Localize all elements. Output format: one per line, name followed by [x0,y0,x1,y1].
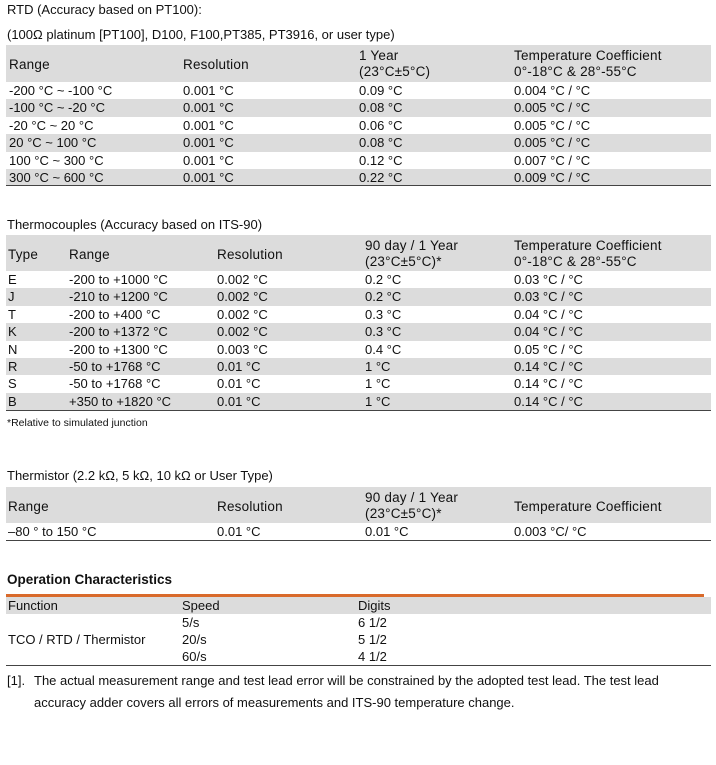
rtd-table [6,45,711,186]
tc-type-cell: J [8,289,15,305]
rtd-header-tempco: Temperature Coefficient 0°-18°C & 28°-55°C [514,48,662,79]
rtd-range-cell: 20 °C ~ 100 °C [9,135,97,151]
rtd-resolution-cell: 0.001 °C [183,83,234,98]
tc-90day-cell: 1 °C [365,393,391,409]
tc-range-cell: -50 to +1768 °C [69,358,161,374]
tc-header-resolution: Resolution [217,247,283,262]
operation-table-body [6,614,711,664]
rtd-resolution-cell: 0.001 °C [183,135,234,151]
thermistor-table-header [6,487,711,523]
tc-footnote: *Relative to simulated junction [7,417,148,429]
rtd-tempco-cell: 0.009 °C / °C [514,169,591,185]
rtd-header-1year: 1 Year (23°C±5°C) [359,48,431,79]
tc-table-body [6,271,711,410]
tc-row [6,271,711,288]
rtd-table-header [6,45,711,82]
tc-90day-cell: 0.2 °C [365,289,402,305]
operation-header-speed: Speed [182,598,220,613]
thermistor-header-resolution: Resolution [217,499,283,514]
rtd-header-range: Range [9,57,50,72]
tc-resolution-cell: 0.01 °C [217,393,261,409]
rtd-row [6,117,711,134]
tc-range-cell: -200 to +1372 °C [69,324,168,340]
operation-speed-cell: 60/s [182,649,207,664]
rtd-title: RTD (Accuracy based on PT100): [7,2,202,17]
rtd-row [6,82,711,99]
thermistor-range-cell: –80 ° to 150 °C [8,524,97,539]
tc-type-cell: K [8,324,17,340]
tc-range-cell: -200 to +1300 °C [69,341,168,357]
rtd-resolution-cell: 0.001 °C [183,169,234,185]
thermistor-header-tempco: Temperature Coefficient [514,499,662,514]
tc-header-range: Range [69,247,110,262]
tc-header-tempco: Temperature Coefficient 0°-18°C & 28°-55°C [514,238,662,269]
tc-row [6,393,711,410]
tc-type-cell: R [8,358,18,374]
tc-resolution-cell: 0.002 °C [217,289,268,305]
rtd-range-cell: 300 °C ~ 600 °C [9,169,104,185]
rtd-1year-cell: 0.08 °C [359,100,403,116]
tc-type-cell: B [8,393,17,409]
rtd-range-cell: 100 °C ~ 300 °C [9,152,104,168]
rtd-1year-cell: 0.22 °C [359,169,403,185]
rtd-1year-cell: 0.08 °C [359,135,403,151]
tc-resolution-cell: 0.01 °C [217,376,261,392]
thermistor-table [6,487,711,540]
tc-title: Thermocouples (Accuracy based on ITS-90) [7,217,263,232]
rtd-table-body [6,82,711,186]
rtd-tempco-cell: 0.005 °C / °C [514,135,591,151]
rtd-1year-cell: 0.12 °C [359,152,403,168]
tc-tempco-cell: 0.03 °C / °C [514,289,583,305]
tc-type-cell: E [8,272,17,287]
tc-header-type: Type [8,247,39,262]
thermistor-title: Thermistor (2.2 kΩ, 5 kΩ, 10 kΩ or User Type) [7,468,273,483]
tc-90day-cell: 0.2 °C [365,272,402,287]
operation-speed-cell: 5/s [182,615,200,630]
rtd-row [6,152,711,169]
tc-type-cell: T [8,306,16,322]
rtd-range-cell: -20 °C ~ 20 °C [9,117,94,133]
operation-title: Operation Characteristics [7,572,173,587]
rtd-subtitle: (100Ω platinum [PT100], D100, F100,PT385, PT3916, or user type) [7,27,395,42]
tc-type-cell: N [8,341,18,357]
rtd-range-cell: -200 °C ~ -100 °C [9,83,113,98]
tc-resolution-cell: 0.002 °C [217,272,268,287]
tc-range-cell: -210 to +1200 °C [69,289,168,305]
rtd-tempco-cell: 0.005 °C / °C [514,100,591,116]
tc-tempco-cell: 0.04 °C / °C [514,306,583,322]
rtd-row [6,134,711,151]
rtd-resolution-cell: 0.001 °C [183,117,234,133]
operation-table-header [6,597,711,614]
thermistor-bottom-rule [6,540,711,541]
tc-row [6,288,711,305]
operation-digits-cell: 5 1/2 [358,632,387,647]
note-marker: [1]. [7,673,26,688]
rtd-1year-cell: 0.09 °C [359,83,403,98]
tc-resolution-cell: 0.003 °C [217,341,268,357]
operation-digits-cell: 4 1/2 [358,649,387,664]
operation-function-cell: TCO / RTD / Thermistor [8,632,146,647]
rtd-bottom-rule [6,185,711,186]
rtd-resolution-cell: 0.001 °C [183,152,234,168]
operation-header-digits: Digits [358,598,391,613]
note-line-1: The actual measurement range and test lead error will be constrained by the adopted test lead. The test lead [34,673,659,688]
tc-row [6,323,711,340]
rtd-1year-cell: 0.06 °C [359,117,403,133]
tc-tempco-cell: 0.14 °C / °C [514,358,583,374]
thermistor-header-90day: 90 day / 1 Year (23°C±5°C)* [365,490,459,521]
rtd-range-cell: -100 °C ~ -20 °C [9,100,106,116]
rtd-tempco-cell: 0.004 °C / °C [514,83,591,98]
tc-90day-cell: 0.3 °C [365,306,402,322]
tc-header-90day: 90 day / 1 Year (23°C±5°C)* [365,238,459,269]
tc-tempco-cell: 0.14 °C / °C [514,376,583,392]
tc-row [6,358,711,375]
operation-digits-cell: 6 1/2 [358,615,387,630]
thermistor-row [6,523,711,540]
rtd-header-resolution: Resolution [183,57,249,72]
tc-table [6,235,711,410]
operation-header-function: Function [8,598,58,613]
tc-90day-cell: 1 °C [365,358,391,374]
rtd-row [6,99,711,116]
rtd-row [6,169,711,186]
tc-tempco-cell: 0.03 °C / °C [514,272,583,287]
tc-90day-cell: 1 °C [365,376,391,392]
tc-table-header [6,235,711,271]
tc-resolution-cell: 0.002 °C [217,306,268,322]
tc-90day-cell: 0.4 °C [365,341,402,357]
tc-range-cell: -200 to +1000 °C [69,272,168,287]
tc-90day-cell: 0.3 °C [365,324,402,340]
note-line-2: accuracy adder covers all errors of measurements and ITS-90 temperature change. [34,695,515,710]
thermistor-resolution-cell: 0.01 °C [217,524,261,539]
rtd-tempco-cell: 0.005 °C / °C [514,117,591,133]
operation-speed-cell: 20/s [182,632,207,647]
operation-bottom-rule [6,665,711,666]
tc-resolution-cell: 0.01 °C [217,358,261,374]
tc-range-cell: -200 to +400 °C [69,306,161,322]
tc-range-cell: +350 to +1820 °C [69,393,172,409]
tc-tempco-cell: 0.04 °C / °C [514,324,583,340]
thermistor-table-body [6,523,711,540]
thermistor-tempco-cell: 0.003 °C/ °C [514,524,587,539]
tc-tempco-cell: 0.05 °C / °C [514,341,583,357]
tc-row [6,375,711,392]
tc-range-cell: -50 to +1768 °C [69,376,161,392]
rtd-resolution-cell: 0.001 °C [183,100,234,116]
tc-resolution-cell: 0.002 °C [217,324,268,340]
tc-tempco-cell: 0.14 °C / °C [514,393,583,409]
thermistor-header-range: Range [8,499,49,514]
tc-bottom-rule [6,410,711,411]
tc-row [6,341,711,358]
tc-row [6,306,711,323]
rtd-tempco-cell: 0.007 °C / °C [514,152,591,168]
thermistor-90day-cell: 0.01 °C [365,524,409,539]
tc-type-cell: S [8,376,17,392]
